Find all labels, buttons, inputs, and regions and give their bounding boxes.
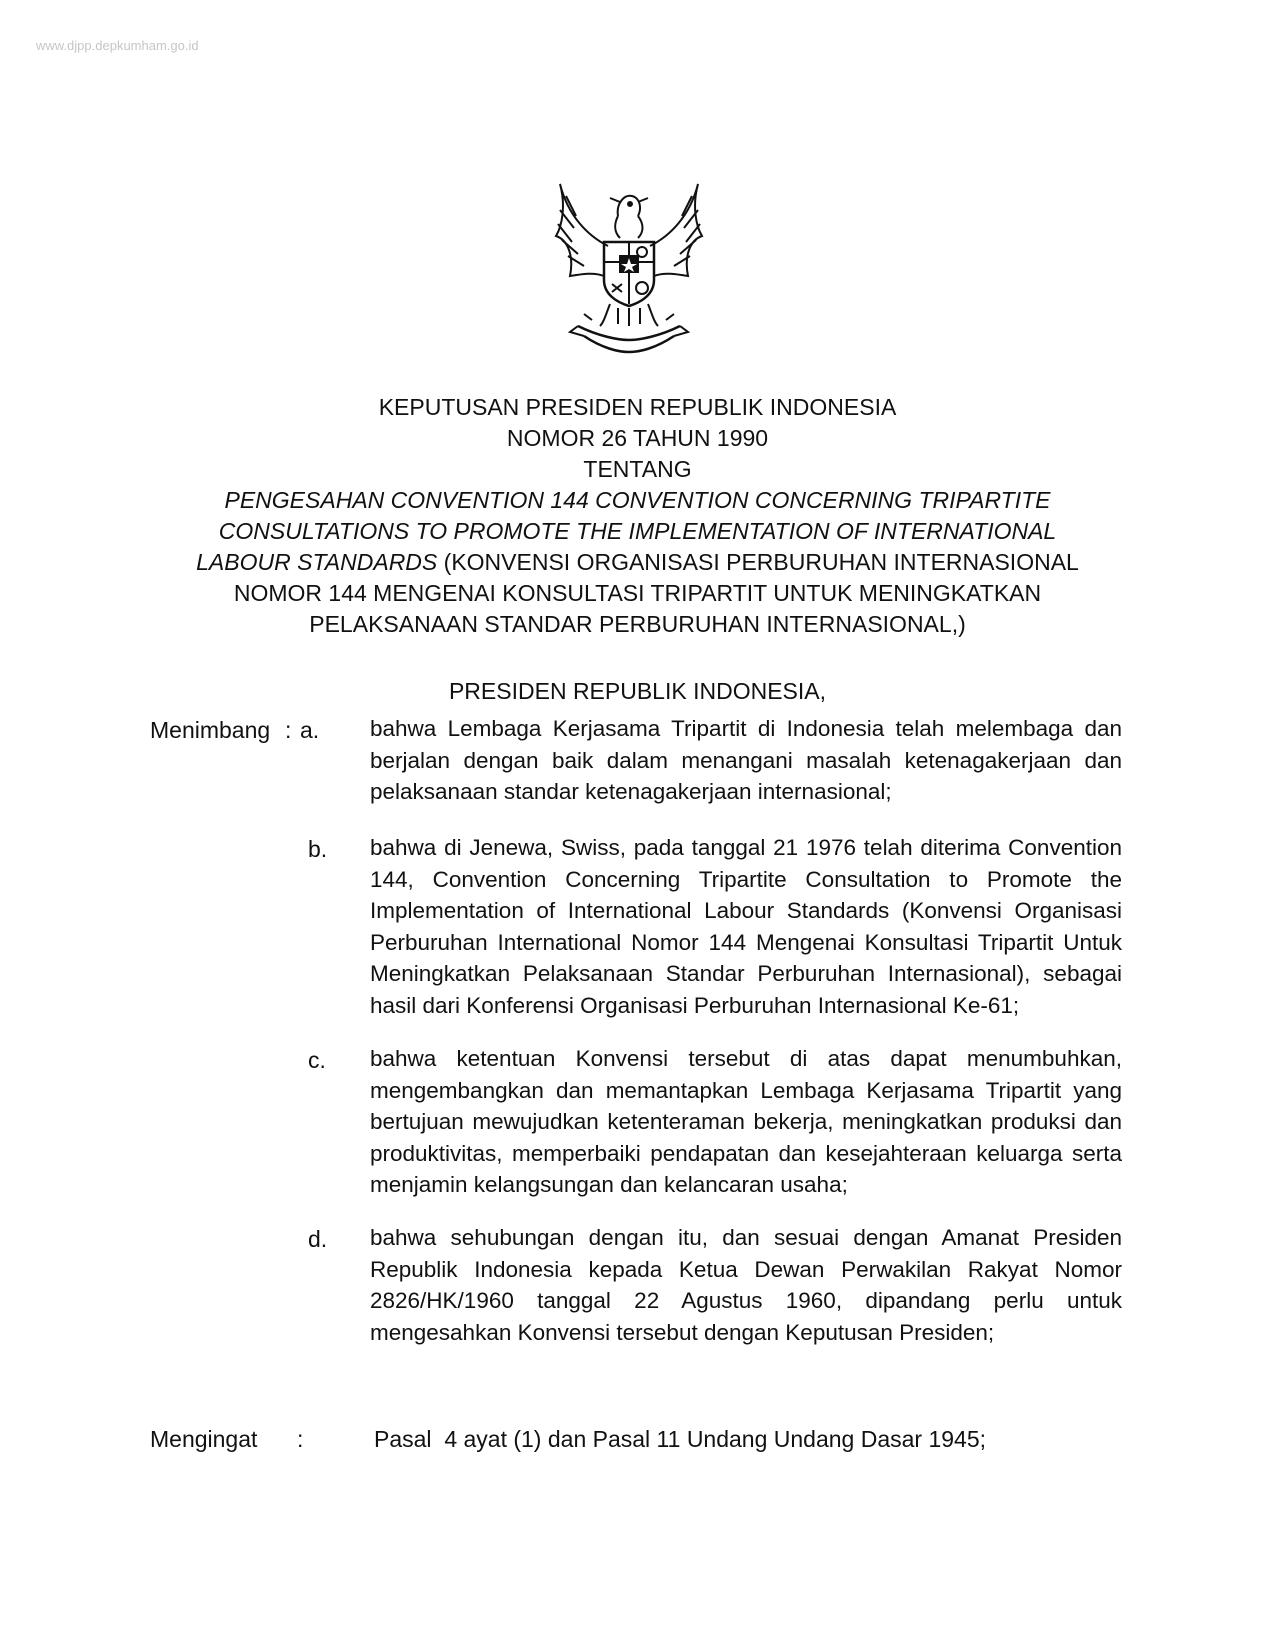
mengingat-label: Mengingat <box>150 1426 258 1452</box>
decree-subject-line: PENGESAHAN CONVENTION 144 CONVENTION CONCERNING TRIPARTITE <box>224 487 1051 513</box>
decree-tentang: TENTANG <box>583 456 692 482</box>
menimbang-item-text: bahwa Lembaga Kerjasama Tripartit di Indonesia telah melembaga dan berjalan dengan baik dalam menangani masalah ketenagakerjaan dan pelaksanaan standar ketenagakerjaan internasional; <box>370 716 1122 804</box>
menimbang-item-text: bahwa di Jenewa, Swiss, pada tanggal 21 1976 telah diterima Convention 144, Convention Concerning Tripartite Consultation to Promote the Implementation of International Labour Standards (Konvensi Organisasi Perburuhan International Nomor 144 Mengenai Konsultasi Tripartit Untuk Meningkatkan Pelaksanaan Standar Perburuhan Internasional), sebagai hasil dari Konferensi Organisasi Perburuhan Internasional Ke-61; <box>370 835 1122 1018</box>
menimbang-item-text: bahwa sehubungan dengan itu, dan sesuai dengan Amanat Presiden Republik Indonesia kepada Ketua Dewan Perwakilan Rakyat Nomor 2826/HK/1960 tanggal 22 Agustus 1960, dipandang perlu untuk mengesahkan Konvensi tersebut dengan Keputusan Presiden; <box>370 1225 1122 1345</box>
mengingat-colon: : <box>297 1426 304 1452</box>
menimbang-item-letter: a. <box>300 717 320 743</box>
president-heading: PRESIDEN REPUBLIK INDONESIA, <box>448 678 827 704</box>
garuda-pancasila-emblem <box>548 176 710 358</box>
menimbang-colon: : <box>285 717 292 743</box>
decree-title: KEPUTUSAN PRESIDEN REPUBLIK INDONESIA <box>378 394 897 420</box>
decree-subject-line: PELAKSANAAN STANDAR PERBURUHAN INTERNASIONAL,) <box>309 611 966 637</box>
menimbang-item-letter: b. <box>308 836 328 862</box>
menimbang-item-letter: c. <box>308 1047 326 1073</box>
decree-subject-line: CONSULTATIONS TO PROMOTE THE IMPLEMENTATION OF INTERNATIONAL <box>218 518 1057 544</box>
decree-number: NOMOR 26 TAHUN 1990 <box>506 425 769 451</box>
mengingat-text: Pasal 4 ayat (1) dan Pasal 11 Undang Undang Dasar 1945; <box>374 1426 987 1452</box>
decree-subject-line: NOMOR 144 MENGENAI KONSULTASI TRIPARTIT UNTUK MENINGKATKAN <box>233 580 1042 606</box>
menimbang-item-text: bahwa ketentuan Konvensi tersebut di atas dapat menumbuhkan, mengembangkan dan memantapkan Lembaga Kerjasama Tripartit yang bertujuan mewujudkan ketenteraman bekerja, meningkatkan produksi dan produktivitas, memperbaiki pendapatan dan kesejahteraan keluarga serta menjamin kelangsungan dan kelancaran usaha; <box>370 1046 1122 1197</box>
decree-subject-line: LABOUR STANDARDS (KONVENSI ORGANISASI PERBURUHAN INTERNASIONAL <box>196 549 1079 575</box>
menimbang-label: Menimbang <box>150 717 271 743</box>
document-header <box>150 392 1125 640</box>
menimbang-item-letter: d. <box>308 1226 328 1252</box>
watermark: www.djpp.depkumham.go.id <box>36 38 199 53</box>
